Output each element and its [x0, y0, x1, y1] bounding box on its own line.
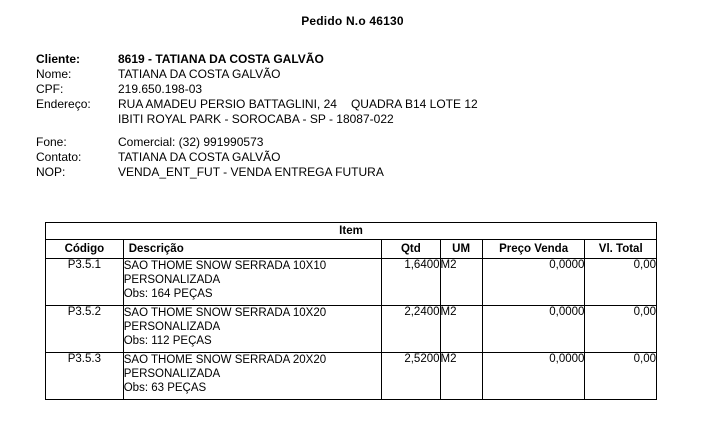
- info-label-cpf: CPF:: [36, 82, 64, 96]
- address-complement: QUADRA B14 LOTE 12: [350, 97, 478, 111]
- cell-descricao: [123, 259, 382, 306]
- info-row-nome: [36, 67, 676, 82]
- cell-vl-total: 0,00: [585, 306, 657, 353]
- info-label-cliente: Cliente:: [36, 52, 81, 66]
- info-value-cpf: 219.650.198-03: [118, 82, 203, 96]
- cell-qtd: 2,2400: [382, 306, 440, 353]
- info-row-nop: [36, 165, 676, 180]
- items-section-title: Item: [46, 223, 657, 240]
- items-table: [45, 222, 657, 400]
- info-row-cliente: [36, 52, 676, 67]
- cell-descricao: [123, 353, 382, 400]
- info-value-fone: Comercial: (32) 991990573: [118, 135, 264, 149]
- info-value-contato: TATIANA DA COSTA GALVÃO: [118, 150, 281, 164]
- cell-codigo: P3.5.2: [46, 306, 124, 353]
- customer-info-block: [36, 52, 676, 180]
- cell-vl-total: 0,00: [585, 353, 657, 400]
- cell-preco-venda: 0,0000: [482, 353, 585, 400]
- column-header-descricao: Descrição: [123, 240, 382, 259]
- column-header-codigo: Código: [46, 240, 124, 259]
- info-label-endereco: Endereço:: [36, 97, 91, 111]
- address-street: RUA AMADEU PERSIO BATTAGLINI, 24: [118, 97, 337, 111]
- items-table-header-row: [46, 240, 657, 259]
- cell-um: M2: [440, 259, 482, 306]
- info-row-endereco: [36, 97, 676, 112]
- cell-qtd: 2,5200: [382, 353, 440, 400]
- cell-vl-total: 0,00: [585, 259, 657, 306]
- cell-codigo: P3.5.3: [46, 353, 124, 400]
- desc-line-1: SAO THOME SNOW SERRADA 20X20: [123, 354, 327, 366]
- table-row: [46, 259, 657, 306]
- info-value-nome: TATIANA DA COSTA GALVÃO: [118, 67, 281, 81]
- items-table-section-row: [46, 223, 657, 240]
- table-row: [46, 353, 657, 400]
- cell-preco-venda: 0,0000: [482, 259, 585, 306]
- column-header-preco-venda: Preço Venda: [482, 240, 585, 259]
- cell-descricao: [123, 306, 382, 353]
- info-label-fone: Fone:: [36, 135, 67, 149]
- info-label-nop: NOP:: [36, 165, 66, 179]
- table-row: [46, 306, 657, 353]
- cell-codigo: P3.5.1: [46, 259, 124, 306]
- info-row-fone: [36, 135, 676, 150]
- column-header-qtd: Qtd: [382, 240, 440, 259]
- document-page: [0, 14, 705, 421]
- info-value-endereco-2: IBITI ROYAL PARK - SOROCABA - SP - 18087-022: [118, 112, 394, 126]
- info-label-nome: Nome:: [36, 67, 72, 81]
- cell-qtd: 1,6400: [382, 259, 440, 306]
- desc-line-1: SAO THOME SNOW SERRADA 10X20: [123, 307, 327, 319]
- page-title: Pedido N.o 46130: [301, 14, 404, 28]
- info-label-contato: Contato:: [36, 150, 82, 164]
- cell-um: M2: [440, 306, 482, 353]
- info-value-cliente: 8619 - TATIANA DA COSTA GALVÃO: [118, 52, 324, 66]
- column-header-um: UM: [440, 240, 482, 259]
- info-row-contato: [36, 150, 676, 165]
- desc-line-obs: Obs: 164 PEÇAS: [123, 288, 213, 300]
- items-table-container: [45, 222, 657, 400]
- info-value-endereco: [118, 97, 478, 112]
- cell-preco-venda: 0,0000: [482, 306, 585, 353]
- column-header-vl-total: Vl. Total: [585, 240, 657, 259]
- info-spacer: [36, 127, 676, 135]
- cell-um: M2: [440, 353, 482, 400]
- desc-line-obs: Obs: 112 PEÇAS: [123, 335, 212, 347]
- info-row-endereco-2: [36, 112, 676, 127]
- info-value-nop: VENDA_ENT_FUT - VENDA ENTREGA FUTURA: [118, 165, 384, 179]
- desc-line-1: SAO THOME SNOW SERRADA 10X10: [123, 260, 327, 272]
- info-row-cpf: [36, 82, 676, 97]
- desc-line-2: PERSONALIZADA: [123, 368, 221, 380]
- desc-line-obs: Obs: 63 PEÇAS: [123, 382, 207, 394]
- desc-line-2: PERSONALIZADA: [123, 321, 221, 333]
- desc-line-2: PERSONALIZADA: [123, 274, 221, 286]
